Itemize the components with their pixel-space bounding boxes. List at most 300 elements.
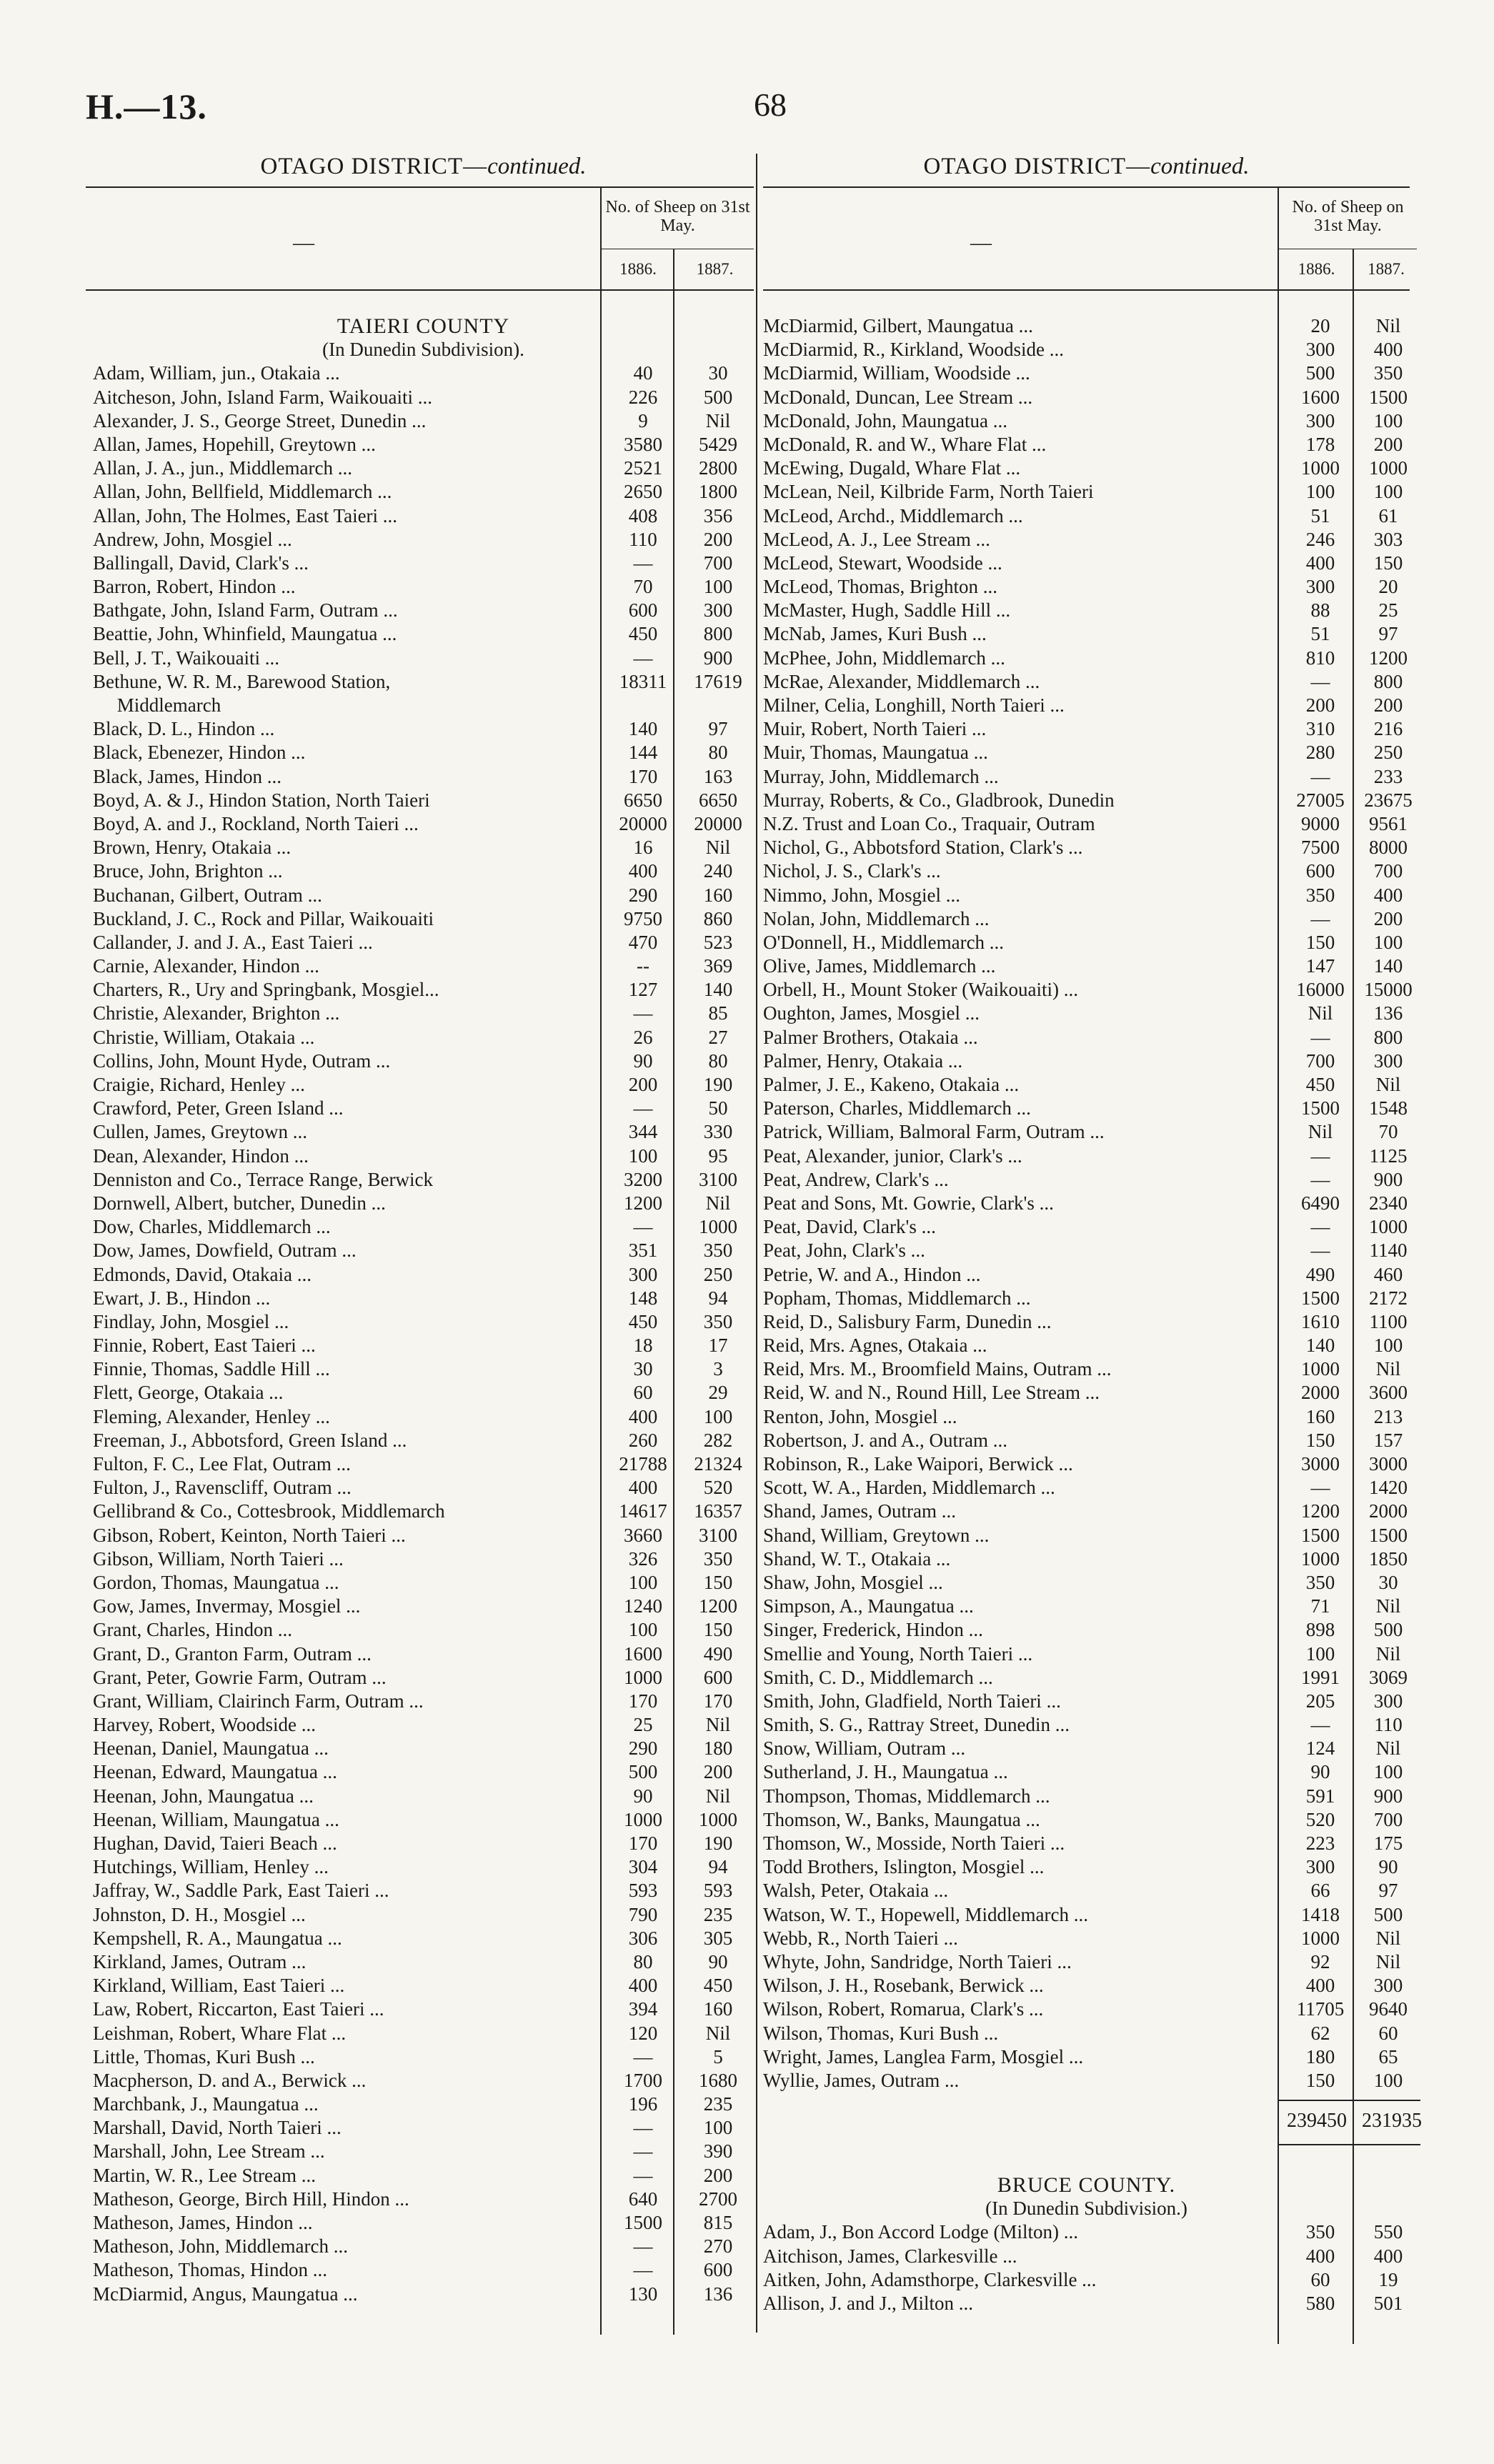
owner-name: Finnie, Thomas, Saddle Hill ... <box>93 1358 330 1380</box>
owner-name: Finnie, Robert, East Taieri ... <box>93 1335 316 1357</box>
sheep-1886: 400 <box>628 1405 658 1427</box>
sheep-1886: 790 <box>628 1903 658 1925</box>
table-row <box>763 1950 1410 1974</box>
table-row <box>93 457 754 480</box>
table-row <box>763 2045 1410 2069</box>
table-row <box>93 2022 754 2045</box>
owner-name: McLeod, A. J., Lee Stream ... <box>763 528 990 550</box>
owner-name: McLeod, Archd., Middlemarch ... <box>763 504 1023 527</box>
sheep-1886: 200 <box>628 1074 658 1095</box>
sheep-1887: 300 <box>703 599 733 622</box>
table-row <box>763 1073 1410 1097</box>
table-row <box>93 1760 754 1784</box>
sheep-1886: 306 <box>628 1927 658 1949</box>
sheep-1887: 150 <box>703 1571 733 1593</box>
table-row <box>763 2069 1410 2093</box>
sheep-1886: 280 <box>1305 742 1335 764</box>
owner-name: Martin, W. R., Lee Stream ... <box>93 2164 316 2186</box>
owner-name: Gibson, Robert, Keinton, North Taieri ... <box>93 1524 406 1546</box>
sheep-1887: 350 <box>703 1547 733 1570</box>
owner-name: Bethune, W. R. M., Barewood Station, <box>93 670 391 692</box>
sheep-1886: 1418 <box>1301 1903 1340 1925</box>
sheep-1887: 5429 <box>699 433 737 455</box>
owner-name: Smith, John, Gladfield, North Taieri ... <box>763 1690 1061 1712</box>
sheep-1887: 300 <box>1373 1975 1403 1997</box>
owner-name: Ballingall, David, Clark's ... <box>93 552 309 574</box>
sheep-1887: Nil <box>705 1192 731 1214</box>
sheep-1886: 898 <box>1305 1619 1335 1641</box>
sheep-1886: 27005 <box>1296 789 1345 811</box>
owner-name: Kirkland, James, Outram ... <box>93 1950 307 1972</box>
table-row <box>93 504 754 528</box>
sheep-1886: 600 <box>1305 860 1335 882</box>
table-row <box>93 812 754 836</box>
table-row <box>93 1002 754 1025</box>
sheep-1887: 110 <box>1374 1714 1403 1736</box>
sheep-1886: — <box>1310 1144 1330 1167</box>
sheep-1887: 1500 <box>1369 386 1408 408</box>
owner-name: McNab, James, Kuri Bush ... <box>763 623 987 645</box>
sheep-1886: 326 <box>628 1547 658 1570</box>
sheep-1886: 9750 <box>624 907 662 929</box>
owner-name: Palmer Brothers, Otakaia ... <box>763 1026 978 1048</box>
owner-name: Buckland, J. C., Rock and Pillar, Waikouaiti <box>93 907 434 929</box>
sheep-1886: 100 <box>1305 481 1335 503</box>
sheep-1886: 178 <box>1305 433 1335 455</box>
year-1887-header: 1887. <box>673 249 755 289</box>
table-row <box>763 954 1410 978</box>
table-row <box>93 433 754 457</box>
sheep-1886: 1610 <box>1301 1310 1340 1332</box>
owner-name: Murray, Roberts, & Co., Gladbrook, Dunedin <box>763 789 1115 811</box>
sheep-1886: 1000 <box>1301 1547 1340 1570</box>
owner-name: McDiarmid, R., Kirkland, Woodside ... <box>763 339 1065 361</box>
owner-name: Scott, W. A., Harden, Middlemarch ... <box>763 1477 1055 1499</box>
sheep-1887: 80 <box>708 742 728 764</box>
sheep-count-header: No. of Sheep on 31st May. <box>600 188 754 249</box>
sheep-1886: 520 <box>1305 1808 1335 1830</box>
owner-name: Paterson, Charles, Middlemarch ... <box>763 1097 1031 1119</box>
sheep-1887: 350 <box>1373 362 1403 384</box>
owner-name: Freeman, J., Abbotsford, Green Island ... <box>93 1429 407 1451</box>
sheep-1886: 90 <box>633 1049 653 1072</box>
sheep-1887: 300 <box>1373 1049 1403 1072</box>
table-row <box>93 765 754 789</box>
table-row <box>763 480 1410 504</box>
owner-name: Peat, Alexander, junior, Clark's ... <box>763 1144 1022 1167</box>
owner-name: Renton, John, Mosgiel ... <box>763 1405 957 1427</box>
sheep-1886: 170 <box>628 765 658 787</box>
table-row <box>93 836 754 859</box>
table-row <box>93 1357 754 1381</box>
sheep-1886: 450 <box>1305 1074 1335 1095</box>
owner-name: Bathgate, John, Island Farm, Outram ... <box>93 599 398 622</box>
table-row <box>763 694 1410 717</box>
sheep-count-header: No. of Sheep on 31st May. <box>1278 188 1417 249</box>
table-row <box>763 1168 1410 1192</box>
sheep-1887: 200 <box>1373 433 1403 455</box>
sheep-1886: 350 <box>1305 884 1335 906</box>
owner-name: Shand, W. T., Otakaia ... <box>763 1547 951 1570</box>
sheep-1886: 246 <box>1305 528 1335 550</box>
sheep-1887: 460 <box>1373 1263 1403 1285</box>
table-row <box>763 2292 1410 2315</box>
sheep-1886: 196 <box>628 2093 658 2115</box>
sheep-1887: 700 <box>1373 860 1403 882</box>
sheep-1886: — <box>633 2140 653 2163</box>
sheep-1887: 213 <box>1373 1405 1403 1427</box>
table-row <box>763 1879 1410 1902</box>
sheep-1887: 400 <box>1373 884 1403 906</box>
owner-name: Shaw, John, Mosgiel ... <box>763 1571 943 1593</box>
sheep-1886: Nil <box>1308 1002 1333 1024</box>
table-row <box>93 1879 754 1902</box>
table-row <box>93 2093 754 2116</box>
sheep-1887: 216 <box>1373 718 1403 740</box>
sheep-1887: 100 <box>1373 409 1403 432</box>
owner-name: Thomson, W., Banks, Maungatua ... <box>763 1808 1040 1830</box>
owner-name: Allan, James, Hopehill, Greytown ... <box>93 433 376 455</box>
sheep-1886: 600 <box>628 599 658 622</box>
sheep-1887: 235 <box>703 2093 733 2115</box>
table-row <box>93 1049 754 1073</box>
sheep-1886: 144 <box>628 742 658 764</box>
sheep-1886: 3000 <box>1301 1453 1340 1475</box>
sheep-1886: 16 <box>633 837 653 859</box>
table-row <box>93 2045 754 2069</box>
owner-name: Hutchings, William, Henley ... <box>93 1856 329 1878</box>
sheep-1886: 310 <box>1305 718 1335 740</box>
owner-name: McDiarmid, Angus, Maungatua ... <box>93 2283 358 2305</box>
owner-name: Jaffray, W., Saddle Park, East Taieri ... <box>93 1880 389 1902</box>
table-row <box>93 1239 754 1262</box>
owner-name: Smith, S. G., Rattray Street, Dunedin ... <box>763 1714 1070 1736</box>
sheep-1886: 500 <box>628 1761 658 1783</box>
sheep-1887: 240 <box>703 860 733 882</box>
table-row <box>93 552 754 575</box>
sheep-1887: 9640 <box>1369 1998 1408 2020</box>
owner-name: Watson, W. T., Hopewell, Middlemarch ... <box>763 1903 1089 1925</box>
table-row <box>93 1855 754 1879</box>
table-row <box>93 694 754 717</box>
table-row <box>763 1476 1410 1500</box>
table-row <box>93 1642 754 1666</box>
sheep-1887: 233 <box>1373 765 1403 787</box>
sheep-1887: 390 <box>703 2140 733 2163</box>
owner-name: Carnie, Alexander, Hindon ... <box>93 955 319 977</box>
sheep-1887: 270 <box>703 2235 733 2258</box>
table-row <box>763 2245 1410 2268</box>
owner-name: Dow, James, Dowfield, Outram ... <box>93 1240 357 1262</box>
table-row <box>93 2235 754 2258</box>
table-row <box>93 528 754 552</box>
sheep-1887: 1000 <box>1369 457 1408 479</box>
owner-name: Callander, J. and J. A., East Taieri ... <box>93 931 373 953</box>
owner-name: Ewart, J. B., Hindon ... <box>93 1287 271 1309</box>
sheep-1887: 1000 <box>699 1216 737 1238</box>
owner-name: Crawford, Peter, Green Island ... <box>93 1097 344 1119</box>
sheep-1886: 130 <box>628 2283 658 2305</box>
owner-name: Shand, James, Outram ... <box>763 1500 956 1522</box>
sheep-1887: 90 <box>708 1950 728 1972</box>
sheep-1887: 1500 <box>1369 1524 1408 1546</box>
sheep-1887: 369 <box>703 955 733 977</box>
table-row <box>763 1405 1410 1429</box>
table-row <box>763 741 1410 764</box>
table-row <box>93 907 754 931</box>
owner-name: Kempshell, R. A., Maungatua ... <box>93 1927 342 1949</box>
sheep-1886: 20 <box>1310 315 1330 336</box>
table-row <box>93 1334 754 1357</box>
table-row <box>93 480 754 504</box>
sheep-1886: 3580 <box>624 433 662 455</box>
sheep-1886: 80 <box>633 1950 653 1972</box>
sheep-1886: — <box>633 2164 653 2186</box>
owner-name: Marchbank, J., Maungatua ... <box>93 2093 319 2115</box>
sheep-1887: 170 <box>703 1690 733 1712</box>
sheep-1887: 2172 <box>1369 1287 1408 1309</box>
owner-name: Adam, William, jun., Otakaia ... <box>93 362 340 384</box>
table-row <box>93 1287 754 1310</box>
table-row <box>93 1500 754 1523</box>
table-row <box>763 1500 1410 1523</box>
sheep-1886: 200 <box>1305 694 1335 716</box>
sheep-1886: 300 <box>1305 1856 1335 1878</box>
owner-name: Aitchison, James, Clarkesville ... <box>763 2245 1017 2267</box>
sheep-1886: — <box>1310 1026 1330 1048</box>
sheep-1887: 1000 <box>699 1808 737 1830</box>
table-row <box>763 1381 1410 1405</box>
table-row <box>93 409 754 433</box>
owner-name: Grant, Peter, Gowrie Farm, Outram ... <box>93 1666 387 1688</box>
sheep-1886: 140 <box>628 718 658 740</box>
table-row <box>763 884 1410 907</box>
owner-name: Heenan, William, Maungatua ... <box>93 1808 339 1830</box>
table-row <box>93 2211 754 2235</box>
sheep-1887: 29 <box>708 1382 728 1404</box>
sheep-1886: 18 <box>633 1335 653 1357</box>
table-row <box>763 314 1410 338</box>
table-row <box>763 1690 1410 1713</box>
sheep-1887: 600 <box>703 2259 733 2281</box>
sheep-1886: 60 <box>633 1382 653 1404</box>
sheep-1887: 190 <box>703 1074 733 1095</box>
sheep-1886: 223 <box>1305 1832 1335 1854</box>
owner-name: Buchanan, Gilbert, Outram ... <box>93 884 322 906</box>
sheep-1887: 500 <box>703 386 733 408</box>
page-reference: H.—13. <box>86 86 207 126</box>
table-row <box>763 409 1410 433</box>
owner-name: Nichol, J. S., Clark's ... <box>763 860 941 882</box>
table-row <box>763 2022 1410 2045</box>
sheep-1887: 303 <box>1373 528 1403 550</box>
owner-name: Milner, Celia, Longhill, North Taieri ... <box>763 694 1065 716</box>
owner-name: Fulton, F. C., Lee Flat, Outram ... <box>93 1453 351 1475</box>
table-body <box>763 291 1422 2315</box>
sheep-1886: 62 <box>1310 2022 1330 2044</box>
table-row <box>763 1452 1410 1476</box>
sheep-1887: 3 <box>713 1358 723 1380</box>
sheep-1887: 3100 <box>699 1168 737 1190</box>
table-row <box>93 1073 754 1097</box>
owner-name: Peat, Andrew, Clark's ... <box>763 1168 949 1190</box>
owner-name: Matheson, James, Hindon ... <box>93 2212 313 2233</box>
sheep-1887: 17619 <box>694 670 742 692</box>
owner-name: Wilson, Robert, Romarua, Clark's ... <box>763 1998 1044 2020</box>
table-row <box>763 1618 1410 1642</box>
sheep-1886: 351 <box>628 1240 658 1262</box>
owner-name: Heenan, John, Maungatua ... <box>93 1785 314 1807</box>
totals-row <box>763 2100 1422 2150</box>
header-dash: — <box>293 231 314 254</box>
left-column <box>93 146 754 2333</box>
sheep-1886: 1600 <box>1301 386 1340 408</box>
table-row <box>93 1618 754 1642</box>
owner-name: Peat, John, Clark's ... <box>763 1240 925 1262</box>
table-row <box>763 1026 1410 1049</box>
sheep-1887: 356 <box>703 504 733 527</box>
sheep-1887: 1800 <box>699 481 737 503</box>
owner-name: Marshall, John, Lee Stream ... <box>93 2140 325 2163</box>
sheep-1887: 500 <box>1373 1619 1403 1641</box>
sheep-1887: 520 <box>703 1477 733 1499</box>
sheep-1887: 140 <box>1373 955 1403 977</box>
sheep-1886: 92 <box>1310 1950 1330 1972</box>
sheep-1886: 127 <box>628 979 658 1001</box>
owner-name: Harvey, Robert, Woodside ... <box>93 1714 317 1736</box>
sheep-1886: 170 <box>628 1690 658 1712</box>
table-row <box>93 2188 754 2211</box>
table-row <box>93 1215 754 1239</box>
sheep-1887: 200 <box>703 1761 733 1783</box>
sheep-1887: 150 <box>1373 552 1403 574</box>
owner-name: Black, James, Hindon ... <box>93 765 282 787</box>
sheep-1886: 71 <box>1310 1595 1330 1617</box>
table-row <box>93 1713 754 1737</box>
sheep-1887: 2700 <box>699 2188 737 2210</box>
owner-name: Thompson, Thomas, Middlemarch ... <box>763 1785 1050 1807</box>
table-row <box>763 1760 1410 1784</box>
table-row <box>763 1666 1410 1690</box>
table-row <box>763 361 1410 385</box>
owner-name: Boyd, A. and J., Rockland, North Taieri ... <box>93 812 419 834</box>
table-row <box>763 907 1410 931</box>
owner-name: Matheson, John, Middlemarch ... <box>93 2235 348 2258</box>
table-body <box>93 291 754 2306</box>
sheep-1887: Nil <box>705 2022 731 2044</box>
sheep-1887: 100 <box>1373 1335 1403 1357</box>
sheep-1886: — <box>1310 670 1330 692</box>
sheep-1886: 1000 <box>1301 457 1340 479</box>
owner-name: Allan, John, The Holmes, East Taieri ... <box>93 504 398 527</box>
owner-name: Whyte, John, Sandridge, North Taieri ... <box>763 1950 1072 1972</box>
sheep-1887: 250 <box>703 1263 733 1285</box>
sheep-1886: 7500 <box>1301 837 1340 859</box>
sheep-1886: 1991 <box>1301 1666 1340 1688</box>
table-row <box>763 1120 1410 1144</box>
owner-name: McDiarmid, William, Woodside ... <box>763 362 1030 384</box>
sheep-1886: — <box>1310 1168 1330 1190</box>
table-row <box>93 2116 754 2140</box>
table-row <box>93 2258 754 2282</box>
sheep-1887: 2000 <box>1369 1500 1408 1522</box>
sheep-1887: 157 <box>1373 1429 1403 1451</box>
owner-name: Beattie, John, Whinfield, Maungatua ... <box>93 623 397 645</box>
sheep-1886: — <box>633 2259 653 2281</box>
table-row <box>93 1120 754 1144</box>
owner-name: Palmer, J. E., Kakeno, Otakaia ... <box>763 1074 1020 1095</box>
table-row <box>763 599 1410 622</box>
owner-name: Smith, C. D., Middlemarch ... <box>763 1666 993 1688</box>
table-row <box>93 1974 754 1997</box>
table-row <box>763 1642 1410 1666</box>
owner-name: Popham, Thomas, Middlemarch ... <box>763 1287 1031 1309</box>
owner-name: McDiarmid, Gilbert, Maungatua ... <box>763 315 1033 336</box>
table-row <box>93 1524 754 1547</box>
sheep-1887: 330 <box>703 1121 733 1143</box>
owner-name: Black, Ebenezer, Hindon ... <box>93 742 306 764</box>
table-row <box>763 2220 1410 2244</box>
sheep-1887: 300 <box>1373 1690 1403 1712</box>
sheep-1887: 200 <box>1373 907 1403 929</box>
owner-name: Heenan, Daniel, Maungatua ... <box>93 1737 329 1760</box>
sheep-1887: 200 <box>703 2164 733 2186</box>
owner-name: Gow, James, Invermay, Mosgiel ... <box>93 1595 361 1617</box>
sheep-1887: Nil <box>1375 1737 1401 1760</box>
table-row <box>93 670 754 694</box>
table-row <box>93 1429 754 1452</box>
sheep-1886: 9 <box>638 409 648 432</box>
sheep-1886: 6650 <box>624 789 662 811</box>
owner-name: Olive, James, Middlemarch ... <box>763 955 996 977</box>
sheep-1886: 394 <box>628 1998 658 2020</box>
owner-name: Shand, William, Greytown ... <box>763 1524 990 1546</box>
sheep-1886: 205 <box>1305 1690 1335 1712</box>
owner-name: Oughton, James, Mosgiel ... <box>763 1002 980 1024</box>
sheep-1887: Nil <box>1375 1074 1401 1095</box>
table-row <box>763 647 1410 670</box>
sheep-1887: 450 <box>703 1975 733 1997</box>
sheep-1887: 305 <box>703 1927 733 1949</box>
sheep-1886: 16000 <box>1296 979 1345 1001</box>
sheep-1887: 17 <box>708 1335 728 1357</box>
sheep-1886: 300 <box>1305 409 1335 432</box>
owner-name: Law, Robert, Riccarton, East Taieri ... <box>93 1998 384 2020</box>
sheep-1886: 18311 <box>619 670 667 692</box>
sheep-1887: 9561 <box>1369 812 1408 834</box>
sheep-1886: — <box>1310 765 1330 787</box>
table-row <box>93 1452 754 1476</box>
table-row <box>763 1049 1410 1073</box>
owner-name: Singer, Frederick, Hindon ... <box>763 1619 983 1641</box>
sheep-1887: 136 <box>703 2283 733 2305</box>
section-subtitle: (In Dunedin Subdivision). <box>322 339 524 361</box>
table-row <box>93 361 754 385</box>
sheep-1886: 9000 <box>1301 812 1340 834</box>
table-row <box>763 978 1413 1002</box>
sheep-1887: 900 <box>1373 1168 1403 1190</box>
table-row <box>93 1547 754 1571</box>
owner-name: Findlay, John, Mosgiel ... <box>93 1310 289 1332</box>
sheep-1887: 94 <box>708 1856 728 1878</box>
owner-name: Reid, Mrs. M., Broomfield Mains, Outram ... <box>763 1358 1112 1380</box>
sheep-1887: 100 <box>1373 1761 1403 1783</box>
table-row <box>93 1405 754 1429</box>
owner-name: Petrie, W. and A., Hindon ... <box>763 1263 981 1285</box>
owner-name: Little, Thomas, Kuri Bush ... <box>93 2045 315 2068</box>
sheep-1887: 97 <box>1378 623 1398 645</box>
total-1886: 239450 <box>1287 2110 1347 2133</box>
